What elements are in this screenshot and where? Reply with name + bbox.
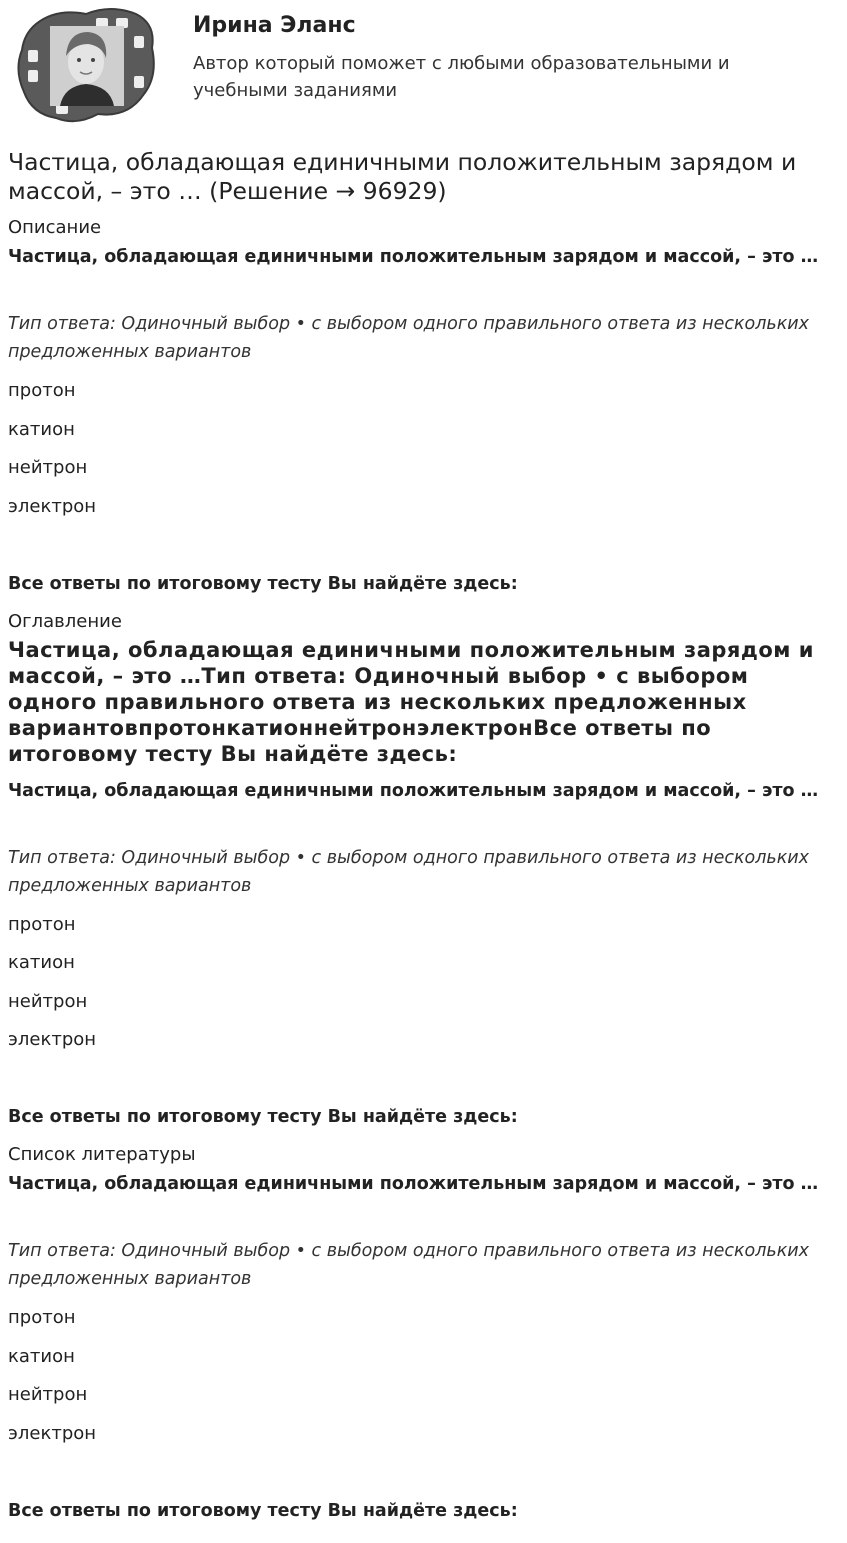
option-item: протон — [8, 380, 76, 401]
section-label-toc: Оглавление — [8, 611, 122, 632]
option-item: электрон — [8, 1423, 97, 1444]
author-description: Автор который поможет с любыми образовательными и учебными заданиями — [193, 53, 730, 101]
answer-type: Тип ответа: Одиночный выбор • с выбором одного правильного ответа из нескольких предложенных вариантов — [8, 1241, 810, 1289]
question-text: Частица, обладающая единичными положительным зарядом и массой, – это … — [8, 247, 819, 267]
answer-type: Тип ответа: Одиночный выбор • с выбором одного правильного ответа из нескольких предложенных вариантов — [8, 848, 810, 896]
toc-heading: Частица, обладающая единичными положительным зарядом и массой, – это …Тип ответа: Одиночный выбор • с выбором одного правильного ответа из нескольких предложенных вариантовпротонкатионнейтронэлектронВсе ответы по итоговому тесту Вы найдёте здесь: — [8, 638, 814, 766]
option-item: электрон — [8, 1029, 97, 1050]
option-item: нейтрон — [8, 1384, 88, 1405]
all-answers-link-text: Все ответы по итоговому тесту Вы найдёте здесь: — [8, 574, 518, 594]
option-item: электрон — [8, 496, 97, 517]
option-item: нейтрон — [8, 991, 88, 1012]
option-item: катион — [8, 419, 75, 440]
section-label-description: Описание — [8, 217, 102, 238]
question-text: Частица, обладающая единичными положительным зарядом и массой, – это … — [8, 781, 819, 801]
all-answers-link-text: Все ответы по итоговому тесту Вы найдёте здесь: — [8, 1501, 518, 1521]
option-item: нейтрон — [8, 457, 88, 478]
author-avatar[interactable] — [16, 6, 158, 126]
all-answers-link-text: Все ответы по итоговому тесту Вы найдёте здесь: — [8, 1107, 518, 1127]
option-item: катион — [8, 1346, 75, 1367]
page-title: Частица, обладающая единичными положительным зарядом и массой, – это … (Решение → 96929) — [8, 148, 797, 205]
author-block — [8, 0, 839, 130]
option-item: катион — [8, 952, 75, 973]
author-name[interactable]: Ирина Эланс — [193, 13, 356, 38]
option-item: протон — [8, 1307, 76, 1328]
section-label-literature: Список литературы — [8, 1144, 196, 1165]
question-text: Частица, обладающая единичными положительным зарядом и массой, – это … — [8, 1174, 819, 1194]
answer-type: Тип ответа: Одиночный выбор • с выбором одного правильного ответа из нескольких предложенных вариантов — [8, 314, 810, 362]
option-item: протон — [8, 914, 76, 935]
